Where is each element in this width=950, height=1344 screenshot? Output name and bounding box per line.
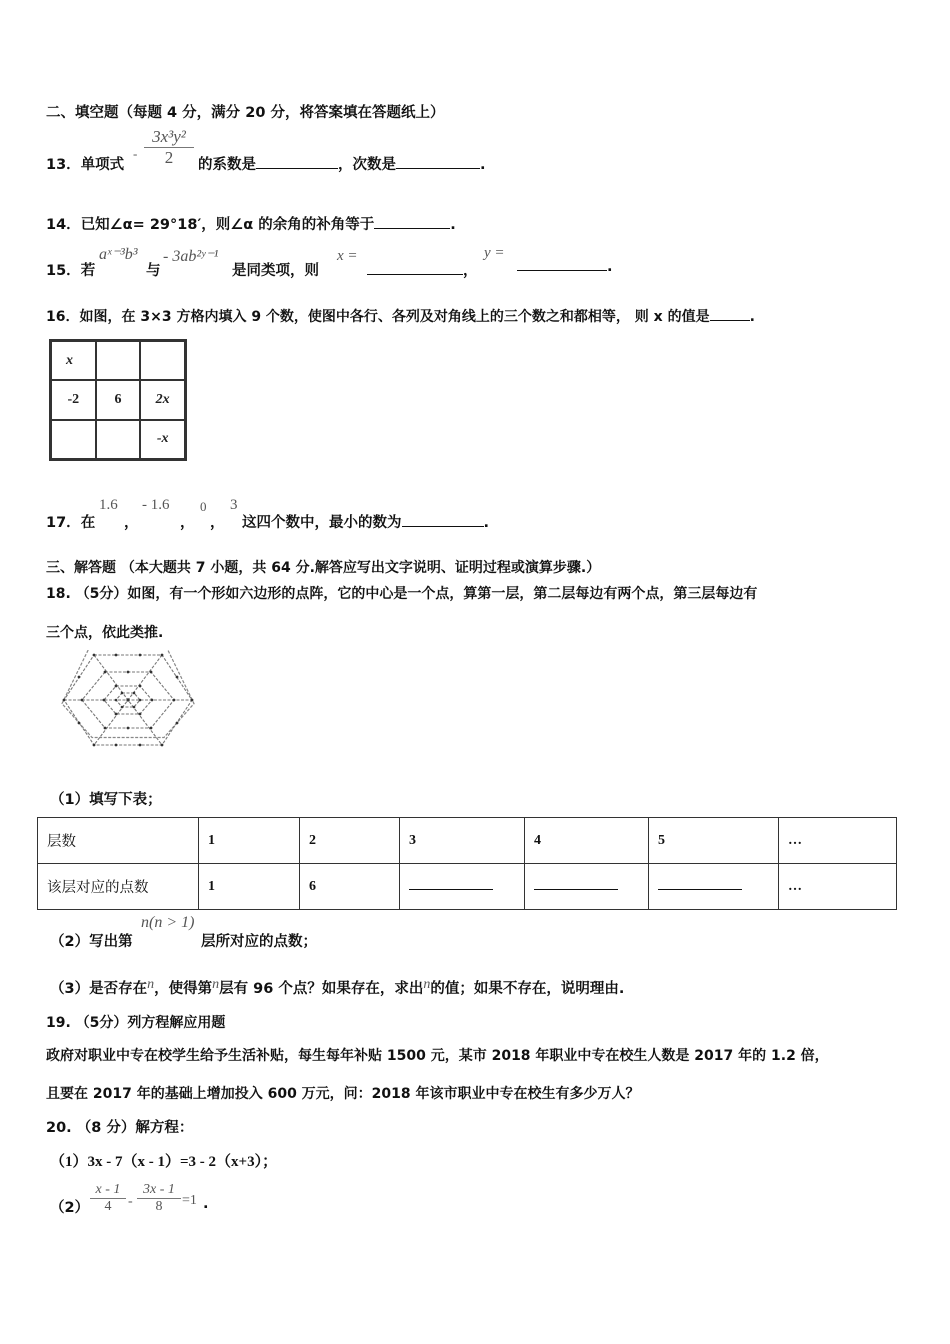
q20-eq-2-label: （2） (50, 1200, 90, 1216)
q16-end: . (749, 309, 755, 325)
q18-line-1: 18. （5分）如图，有一个形如六边形的点阵，它的中心是一个点，算第一层，第二层每边有两个点，第三层每边有 (46, 586, 758, 602)
q14-number: 14． (46, 217, 81, 233)
q18-part-3-b: ，使得第 (154, 981, 213, 997)
q17-comma-2: ， (180, 515, 195, 531)
q14-text: 已知∠α= 29°18′，则∠α 的余角的补角等于 (80, 217, 375, 233)
question-13 (46, 153, 124, 174)
question-16 (46, 306, 755, 326)
q20-fraction-1 (90, 1182, 126, 1215)
var-n: n (212, 977, 220, 992)
layer-cell: 4 (525, 818, 649, 864)
row-header-points: 该层对应的点数 (38, 864, 199, 910)
grid-cell-1-0: -2 (51, 380, 96, 419)
answer-blank[interactable] (409, 879, 493, 890)
fraction-2-denominator: 8 (155, 1199, 163, 1214)
q17-suffix: 这四个数中，最小的数为 (242, 515, 402, 531)
q17-comma-1: ， (124, 515, 139, 531)
q15-x-answer-blank[interactable] (367, 272, 463, 275)
q13-answer-blank-1[interactable] (256, 166, 338, 169)
q15-number: 15． (46, 263, 81, 279)
grid-cell-0-2 (140, 341, 185, 380)
q17-value-2: - 1.6 (142, 497, 170, 513)
points-answer-cell-4[interactable] (525, 864, 649, 910)
q15-x-label: x = (337, 248, 358, 264)
table-row-points (38, 864, 897, 910)
points-cell: 6 (300, 864, 400, 910)
question-17 (46, 511, 95, 532)
q18-line-2: 三个点，依此类推. (46, 625, 164, 641)
q14-end: . (450, 217, 456, 233)
q20-equation-1: （1）3x - 7（x - 1）=3 - 2（x+3）； (50, 1154, 278, 1170)
points-cell: … (779, 864, 897, 910)
q13-answer-blank-2[interactable] (396, 166, 480, 169)
q17-value-4: 3 (230, 497, 238, 513)
q20-rhs: =1 (182, 1193, 197, 1208)
q15-comma: ， (463, 263, 478, 279)
q18-part-1: （1）填写下表； (50, 792, 162, 808)
q18-part-2-suffix: 层所对应的点数； (201, 934, 317, 950)
q18-part-3-d: 的值；如果不存在，说明理由. (430, 981, 625, 997)
answer-blank[interactable] (658, 879, 742, 890)
q13-sep-text: ，次数是 (338, 157, 396, 173)
var-n: n (147, 977, 155, 992)
grid-cell-0-0: x (51, 341, 96, 380)
q13-fraction (144, 127, 194, 168)
grid-cell-2-0 (51, 420, 96, 459)
q13-sign: - (133, 146, 138, 161)
magic-square-grid (49, 339, 187, 461)
q19-line-2: 且要在 2017 年的基础上增加投入 600 万元，问：2018 年该市职业中专在校生有多少万人？ (46, 1086, 640, 1102)
q15-y-label: y = (484, 245, 505, 261)
answer-blank[interactable] (534, 879, 618, 890)
grid-cell-1-2: 2x (140, 380, 185, 419)
layer-cell: 1 (199, 818, 300, 864)
q15-end: . (607, 259, 613, 275)
q13-rest (198, 153, 486, 174)
grid-cell-2-2: -x (140, 420, 185, 459)
grid-cell-2-1 (96, 420, 141, 459)
q13-numerator: 3x³y² (152, 127, 186, 146)
grid-cell-1-1: 6 (96, 380, 141, 419)
table-row-layers (38, 818, 897, 864)
q13-mid-text: 的系数是 (198, 157, 256, 173)
q17-rest (242, 511, 489, 532)
fraction-2-numerator: 3x - 1 (143, 1182, 175, 1197)
q17-value-1: 1.6 (99, 497, 118, 513)
q16-number: 16． (46, 309, 80, 325)
q20-minus: - (128, 1194, 133, 1209)
points-answer-cell-5[interactable] (649, 864, 779, 910)
q16-answer-blank[interactable] (710, 318, 750, 321)
row-header-layers: 层数 (38, 818, 199, 864)
q18-part-3 (50, 977, 624, 998)
q15-blank-y-group (517, 259, 613, 275)
q18-part-3-c: 层有 96 个点？如果存在，求出 (219, 981, 424, 997)
q19-line-1: 政府对职业中专在校学生给予生活补贴，每生每年补贴 1500 元，某市 2018 年职业中专在校生人数是 2017 年的 1.2 倍， (46, 1048, 829, 1064)
fraction-1-numerator: x - 1 (95, 1182, 121, 1197)
question-14 (46, 213, 456, 234)
q15-term-1: aˣ⁻³b³ (99, 246, 138, 263)
q16-text: 如图，在 3×3 方格内填入 9 个数，使图中各行、各列及对角线上的三个数之和都相等， 则 x 的值是 (79, 309, 710, 325)
question-15 (46, 259, 95, 280)
q18-part-2-prefix: （2）写出第 (50, 934, 133, 950)
q20-title: 20. （8 分）解方程： (46, 1120, 194, 1136)
var-n: n (423, 977, 431, 992)
points-answer-cell-3[interactable] (400, 864, 525, 910)
q15-conj: 与 (146, 263, 161, 279)
q19-title: 19. （5分）列方程解应用题 (46, 1015, 226, 1031)
q15-prefix: 若 (80, 263, 96, 279)
section-2-title: 二、填空题（每题 4 分，满分 20 分，将答案填在答题纸上） (46, 105, 445, 121)
section-3-title: 三、解答题 （本大题共 7 小题，共 64 分.解答应写出文字说明、证明过程或演算步骤.） (46, 560, 601, 576)
q13-end: . (480, 157, 486, 173)
points-cell: 1 (199, 864, 300, 910)
q15-y-answer-blank[interactable] (517, 268, 607, 271)
q15-term-2: - 3ab²ʸ⁻¹ (163, 248, 219, 265)
q13-prefix: 单项式 (80, 157, 125, 173)
q17-number: 17． (46, 515, 81, 531)
q15-mid: 是同类项，则 (232, 263, 319, 279)
grid-cell-0-1 (96, 341, 141, 380)
hexagon-dot-lattice-figure (58, 650, 198, 750)
q17-end: . (483, 515, 490, 531)
q15-blank-x-group (367, 259, 478, 280)
q18-part-3-a: （3）是否存在 (50, 981, 148, 997)
q14-answer-blank[interactable] (374, 226, 450, 229)
q17-value-3: 0 (200, 499, 207, 514)
q17-prefix: 在 (80, 515, 96, 531)
layer-cell: 5 (649, 818, 779, 864)
layer-cell: … (779, 818, 897, 864)
q20-fraction-2 (137, 1182, 181, 1215)
layer-points-table (37, 817, 897, 910)
fraction-1-denominator: 4 (104, 1199, 112, 1214)
q13-number: 13． (46, 157, 81, 173)
q18-part-2-math: n(n > 1) (141, 914, 195, 931)
q13-denominator: 2 (164, 148, 174, 167)
q17-comma-3: ， (210, 515, 225, 531)
layer-cell: 2 (300, 818, 400, 864)
layer-cell: 3 (400, 818, 525, 864)
q17-answer-blank[interactable] (402, 524, 484, 527)
q20-end: . (203, 1196, 209, 1212)
